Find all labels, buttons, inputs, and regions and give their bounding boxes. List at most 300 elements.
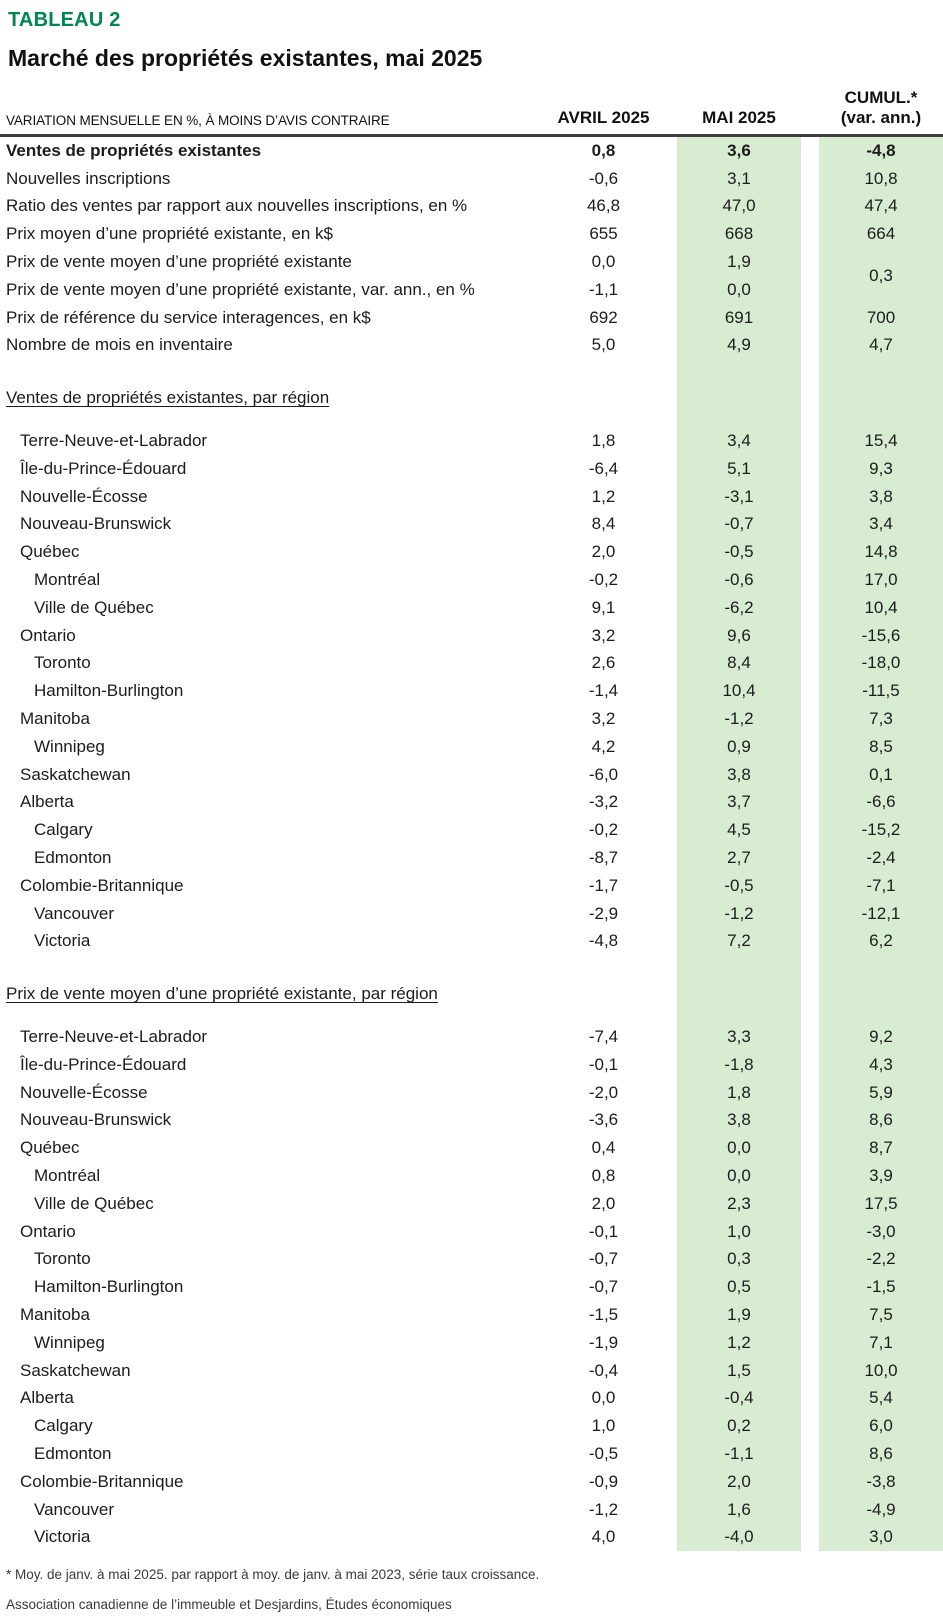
spacer-gap-cell — [801, 359, 819, 384]
section-gap-cell — [801, 384, 819, 412]
table-row — [0, 1134, 943, 1162]
column-gap-cell — [801, 1468, 819, 1496]
avril-value-cell: -0,4 — [588, 1360, 619, 1380]
column-gap-cell — [801, 248, 819, 276]
column-gap-cell — [801, 332, 819, 360]
column-gap-cell — [801, 427, 819, 455]
spacer-avril-cell — [530, 1008, 677, 1023]
cumul-value-cell: 3,4 — [819, 511, 943, 539]
row-label-cell: Prix de référence du service interagences, en k$ — [6, 307, 371, 327]
avril-value-cell: 0,8 — [591, 1165, 616, 1185]
mai-value-cell: 2,7 — [677, 844, 801, 872]
spacer-cumul-cell — [819, 1008, 943, 1023]
mai-value-cell: -1,2 — [677, 705, 801, 733]
column-gap-cell — [801, 1273, 819, 1301]
column-gap-cell — [801, 900, 819, 928]
column-gap-cell — [801, 733, 819, 761]
row-label-cell: Montréal — [34, 570, 101, 590]
mai-value-cell: 4,5 — [677, 816, 801, 844]
row-label-cell: Ontario — [20, 1221, 76, 1241]
avril-value-cell: 3,2 — [591, 625, 616, 645]
avril-value-cell: 9,1 — [591, 597, 616, 617]
mai-value-cell: 3,4 — [677, 427, 801, 455]
mai-value-cell: 1,8 — [677, 1079, 801, 1107]
table-row — [0, 455, 943, 483]
cumul-value-cell: 6,0 — [819, 1412, 943, 1440]
column-gap-cell — [801, 276, 819, 304]
cumul-value-cell: -3,8 — [819, 1468, 943, 1496]
avril-value-cell: -1,2 — [588, 1499, 619, 1519]
cumul-value-cell: -15,6 — [819, 622, 943, 650]
mai-value-cell: 1,6 — [677, 1496, 801, 1524]
table-row — [0, 165, 943, 193]
cumul-value-cell: 10,8 — [819, 165, 943, 193]
spacer-mai-cell — [677, 359, 801, 384]
table-row — [0, 427, 943, 455]
cumul-value-cell: 3,0 — [819, 1523, 943, 1551]
mai-value-cell: 1,0 — [677, 1218, 801, 1246]
footnote-asterisk: * Moy. de janv. à mai 2025. par rapport à moy. de janv. à mai 2023, série taux croissance. — [6, 1567, 540, 1583]
cumul-value-cell: -7,1 — [819, 872, 943, 900]
row-label-cell: Île-du-Prince-Édouard — [20, 1054, 187, 1074]
spacer-row — [0, 1008, 943, 1023]
table-row — [0, 1523, 943, 1551]
table-row — [0, 650, 943, 678]
mai-value-cell: 3,8 — [677, 1107, 801, 1135]
mai-value-cell: 7,2 — [677, 928, 801, 956]
table-row — [0, 1023, 943, 1051]
cumul-value-cell: 6,2 — [819, 928, 943, 956]
table-row — [0, 304, 943, 332]
avril-value-cell: -6,4 — [588, 458, 619, 478]
table-row — [0, 872, 943, 900]
avril-value-cell: -2,9 — [588, 903, 619, 923]
column-gap-cell — [801, 677, 819, 705]
avril-value-cell: -1,7 — [588, 875, 619, 895]
row-label-cell: Victoria — [34, 931, 91, 951]
avril-value-cell: 5,0 — [591, 335, 616, 355]
section-cumul-cell — [819, 980, 943, 1008]
table-row — [0, 1412, 943, 1440]
mai-value-cell: 0,0 — [677, 276, 801, 304]
table-row — [0, 193, 943, 221]
row-label-cell: Québec — [20, 542, 80, 562]
cumul-value-cell: -3,0 — [819, 1218, 943, 1246]
table-row — [0, 1273, 943, 1301]
column-gap-cell — [801, 1384, 819, 1412]
column-gap-cell — [801, 1134, 819, 1162]
row-label-cell: Ville de Québec — [34, 1193, 154, 1213]
cumul-value-cell: 700 — [819, 304, 943, 332]
mai-value-cell: 10,4 — [677, 677, 801, 705]
row-label-cell: Edmonton — [34, 1443, 112, 1463]
table-row — [0, 566, 943, 594]
cumul-value-cell: 8,6 — [819, 1440, 943, 1468]
mai-value-cell: 4,9 — [677, 332, 801, 360]
spacer-mai-cell — [677, 955, 801, 980]
spacer-gap-cell — [801, 955, 819, 980]
cumul-value-cell: 9,3 — [819, 455, 943, 483]
avril-value-cell: 2,0 — [591, 1193, 616, 1213]
column-header-cumul — [819, 72, 943, 136]
mai-value-cell: -0,7 — [677, 511, 801, 539]
column-gap-cell — [801, 1218, 819, 1246]
table-row — [0, 332, 943, 360]
column-gap-cell — [801, 1051, 819, 1079]
table-row — [0, 1107, 943, 1135]
cumul-value-cell: 4,3 — [819, 1051, 943, 1079]
row-label-cell: Prix moyen d’une propriété existante, en k$ — [6, 224, 333, 244]
section-cumul-cell — [819, 384, 943, 412]
avril-value-cell: -0,5 — [588, 1443, 619, 1463]
cumul-value-cell: 5,9 — [819, 1079, 943, 1107]
row-label-cell: Edmonton — [34, 848, 112, 868]
table-body — [0, 136, 943, 1552]
cumul-value-cell: 7,1 — [819, 1329, 943, 1357]
cumul-value-cell: -1,5 — [819, 1273, 943, 1301]
column-header-cumul-line2: (var. ann.) — [840, 108, 922, 127]
cumul-value-cell: 4,7 — [819, 332, 943, 360]
spacer-row — [0, 955, 943, 980]
cumul-value-cell: 8,5 — [819, 733, 943, 761]
row-label-cell: Saskatchewan — [20, 1360, 131, 1380]
avril-value-cell: 2,0 — [591, 542, 616, 562]
avril-value-cell: -1,4 — [588, 681, 619, 701]
row-label-cell: Toronto — [34, 1249, 91, 1269]
row-label-cell: Alberta — [20, 1388, 74, 1408]
cumul-value-cell: 7,5 — [819, 1301, 943, 1329]
row-label-cell: Saskatchewan — [20, 764, 131, 784]
market-table — [0, 72, 943, 1551]
table-row — [0, 677, 943, 705]
mai-value-cell: 0,9 — [677, 733, 801, 761]
row-label-cell: Nouvelle-Écosse — [20, 486, 148, 506]
avril-value-cell: -0,1 — [588, 1221, 619, 1241]
avril-value-cell: 46,8 — [586, 196, 621, 216]
mai-value-cell: 0,0 — [677, 1134, 801, 1162]
column-gap-cell — [801, 928, 819, 956]
column-gap-cell — [801, 1245, 819, 1273]
avril-value-cell: 4,0 — [591, 1527, 616, 1547]
cumul-value-cell: -11,5 — [819, 677, 943, 705]
column-gap-cell — [801, 220, 819, 248]
table-row — [0, 1496, 943, 1524]
row-label-cell: Manitoba — [20, 1304, 90, 1324]
column-gap-cell — [801, 1301, 819, 1329]
mai-value-cell: -0,4 — [677, 1384, 801, 1412]
header-row — [0, 72, 943, 136]
cumul-value-cell: 8,7 — [819, 1134, 943, 1162]
avril-value-cell: 1,0 — [591, 1416, 616, 1436]
cumul-value-cell: -18,0 — [819, 650, 943, 678]
spacer-mai-cell — [677, 412, 801, 427]
row-label-cell: Terre-Neuve-et-Labrador — [20, 431, 208, 451]
avril-value-cell: -0,6 — [588, 168, 619, 188]
column-gap-header — [801, 72, 819, 136]
row-label-cell: Alberta — [20, 792, 74, 812]
cumul-value-cell: -2,2 — [819, 1245, 943, 1273]
mai-value-cell: 2,0 — [677, 1468, 801, 1496]
mai-value-cell: 3,6 — [677, 136, 801, 165]
table-row — [0, 136, 943, 165]
mai-value-cell: 668 — [677, 220, 801, 248]
table-row — [0, 816, 943, 844]
avril-value-cell: 1,2 — [591, 486, 616, 506]
table-row — [0, 900, 943, 928]
mai-value-cell: -0,5 — [677, 872, 801, 900]
column-gap-cell — [801, 1023, 819, 1051]
mai-value-cell: 0,5 — [677, 1273, 801, 1301]
column-gap-cell — [801, 1496, 819, 1524]
mai-value-cell: 1,5 — [677, 1357, 801, 1385]
table-row — [0, 705, 943, 733]
mai-value-cell: -6,2 — [677, 594, 801, 622]
table-header — [0, 72, 943, 136]
row-label-cell: Nouveau-Brunswick — [20, 1110, 172, 1130]
table-row — [0, 1218, 943, 1246]
avril-value-cell: -1,1 — [588, 279, 619, 299]
column-gap-cell — [801, 705, 819, 733]
section-gap-cell — [801, 980, 819, 1008]
table-row — [0, 761, 943, 789]
cumul-value-cell: 47,4 — [819, 193, 943, 221]
cumul-value-cell: 664 — [819, 220, 943, 248]
mai-value-cell: -4,0 — [677, 1523, 801, 1551]
row-label-cell: Manitoba — [20, 709, 90, 729]
spacer-row — [0, 412, 943, 427]
avril-value-cell: -6,0 — [588, 764, 619, 784]
table-row — [0, 622, 943, 650]
section-header-row — [0, 384, 943, 412]
avril-value-cell: -2,0 — [588, 1082, 619, 1102]
cumul-value-cell: -2,4 — [819, 844, 943, 872]
avril-value-cell: -0,7 — [588, 1249, 619, 1269]
mai-value-cell: 3,7 — [677, 789, 801, 817]
table-row — [0, 220, 943, 248]
avril-value-cell: -1,9 — [588, 1332, 619, 1352]
spacer-label-cell — [0, 955, 530, 980]
row-label-cell: Winnipeg — [34, 736, 105, 756]
column-gap-cell — [801, 1079, 819, 1107]
section-mai-cell — [677, 980, 801, 1008]
spacer-cumul-cell — [819, 955, 943, 980]
mai-value-cell: 0,2 — [677, 1412, 801, 1440]
cumul-value-cell: 17,5 — [819, 1190, 943, 1218]
cumul-value-cell: 10,0 — [819, 1357, 943, 1385]
table-row — [0, 1051, 943, 1079]
column-header-variation: VARIATION MENSUELLE EN %, À MOINS D’AVIS CONTRAIRE — [0, 72, 530, 136]
row-label-cell: Vancouver — [34, 1499, 115, 1519]
mai-value-cell: -0,5 — [677, 538, 801, 566]
mai-value-cell: -0,6 — [677, 566, 801, 594]
column-gap-cell — [801, 304, 819, 332]
table-row — [0, 1301, 943, 1329]
row-label-cell: Montréal — [34, 1165, 101, 1185]
spacer-label-cell — [0, 359, 530, 384]
row-label-cell: Calgary — [34, 820, 93, 840]
column-gap-cell — [801, 136, 819, 165]
page-title: Marché des propriétés existantes, mai 2025 — [8, 45, 483, 71]
cumul-value-cell: 15,4 — [819, 427, 943, 455]
source-line: Association canadienne de l’immeuble et Desjardins, Études économiques — [6, 1597, 452, 1613]
avril-value-cell: 2,6 — [591, 653, 616, 673]
column-gap-cell — [801, 193, 819, 221]
spacer-mai-cell — [677, 1008, 801, 1023]
column-header-avril-2025: AVRIL 2025 — [530, 72, 677, 136]
avril-value-cell: 3,2 — [591, 709, 616, 729]
table-row — [0, 1329, 943, 1357]
column-gap-cell — [801, 455, 819, 483]
cumul-value-cell: -12,1 — [819, 900, 943, 928]
row-label-cell: Nombre de mois en inventaire — [6, 335, 233, 355]
avril-value-cell: 0,0 — [591, 1388, 616, 1408]
row-label-cell: Prix de vente moyen d’une propriété existante, var. ann., en % — [6, 279, 475, 299]
table-row — [0, 276, 943, 304]
avril-value-cell: 0,4 — [591, 1138, 616, 1158]
table-row — [0, 1162, 943, 1190]
spacer-label-cell — [0, 412, 530, 427]
table-row — [0, 928, 943, 956]
mai-value-cell: 0,3 — [677, 1245, 801, 1273]
spacer-label-cell — [0, 1008, 530, 1023]
row-label-cell: Colombie-Britannique — [20, 1471, 184, 1491]
avril-value-cell: 692 — [589, 307, 618, 327]
column-gap-cell — [801, 789, 819, 817]
column-gap-cell — [801, 594, 819, 622]
table-row — [0, 1440, 943, 1468]
cumul-value-cell: -4,9 — [819, 1496, 943, 1524]
mai-value-cell: 2,3 — [677, 1190, 801, 1218]
cumul-value-cell: 5,4 — [819, 1384, 943, 1412]
cumul-value-cell: 14,8 — [819, 538, 943, 566]
cumul-value-cell: 3,8 — [819, 483, 943, 511]
avril-value-cell: -3,6 — [588, 1110, 619, 1130]
table-row — [0, 511, 943, 539]
section-header-label: Prix de vente moyen d’une propriété existante, par région — [6, 984, 438, 1004]
avril-value-cell: 0,8 — [591, 140, 616, 160]
table-row — [0, 733, 943, 761]
table-row — [0, 1384, 943, 1412]
mai-value-cell: 8,4 — [677, 650, 801, 678]
table-row — [0, 1468, 943, 1496]
cumul-value-cell: -4,8 — [819, 136, 943, 165]
column-gap-cell — [801, 1523, 819, 1551]
row-label-cell: Colombie-Britannique — [20, 875, 184, 895]
table-row — [0, 483, 943, 511]
column-gap-cell — [801, 1440, 819, 1468]
section-avril-cell — [530, 980, 677, 1008]
mai-value-cell: 1,2 — [677, 1329, 801, 1357]
column-gap-cell — [801, 816, 819, 844]
row-label-cell: Ventes de propriétés existantes — [6, 140, 262, 160]
table-row — [0, 1245, 943, 1273]
column-gap-cell — [801, 483, 819, 511]
cumul-value-cell: -15,2 — [819, 816, 943, 844]
row-label-cell: Ontario — [20, 625, 76, 645]
table-row — [0, 1190, 943, 1218]
mai-value-cell: -1,8 — [677, 1051, 801, 1079]
avril-value-cell: 0,0 — [591, 252, 616, 272]
mai-value-cell: 3,3 — [677, 1023, 801, 1051]
cumul-value-cell: 9,2 — [819, 1023, 943, 1051]
table-row — [0, 538, 943, 566]
spacer-cumul-cell — [819, 359, 943, 384]
column-gap-cell — [801, 165, 819, 193]
column-gap-cell — [801, 1162, 819, 1190]
spacer-avril-cell — [530, 412, 677, 427]
column-gap-cell — [801, 650, 819, 678]
avril-value-cell: -8,7 — [588, 848, 619, 868]
column-gap-cell — [801, 1412, 819, 1440]
avril-value-cell: -3,2 — [588, 792, 619, 812]
row-label-cell: Calgary — [34, 1416, 93, 1436]
column-header-mai-2025: MAI 2025 — [677, 72, 801, 136]
avril-value-cell: 4,2 — [591, 736, 616, 756]
table-row — [0, 594, 943, 622]
column-gap-cell — [801, 1190, 819, 1218]
avril-value-cell: 655 — [589, 224, 618, 244]
cumul-value-cell: 7,3 — [819, 705, 943, 733]
mai-value-cell: 691 — [677, 304, 801, 332]
avril-value-cell: 1,8 — [591, 431, 616, 451]
section-header-row — [0, 980, 943, 1008]
column-gap-cell — [801, 872, 819, 900]
section-avril-cell — [530, 384, 677, 412]
row-label-cell: Québec — [20, 1138, 80, 1158]
section-mai-cell — [677, 384, 801, 412]
column-gap-cell — [801, 538, 819, 566]
avril-value-cell: -0,7 — [588, 1277, 619, 1297]
row-label-cell: Île-du-Prince-Édouard — [20, 458, 187, 478]
mai-value-cell: 1,9 — [677, 1301, 801, 1329]
column-gap-cell — [801, 1329, 819, 1357]
row-label-cell: Nouvelles inscriptions — [6, 168, 171, 188]
avril-value-cell: -7,4 — [588, 1027, 619, 1046]
cumul-value-cell: 8,6 — [819, 1107, 943, 1135]
avril-value-cell: -0,9 — [588, 1471, 619, 1491]
table-kicker: TABLEAU 2 — [8, 9, 121, 31]
mai-value-cell: -1,2 — [677, 900, 801, 928]
row-label-cell: Hamilton-Burlington — [34, 1277, 184, 1297]
row-label-cell: Toronto — [34, 653, 91, 673]
mai-value-cell: 47,0 — [677, 193, 801, 221]
avril-value-cell: -0,2 — [588, 570, 619, 590]
mai-value-cell: 3,8 — [677, 761, 801, 789]
spacer-avril-cell — [530, 955, 677, 980]
cumul-value-cell: 10,4 — [819, 594, 943, 622]
row-label-cell: Vancouver — [34, 903, 115, 923]
avril-value-cell: -0,2 — [588, 820, 619, 840]
column-gap-cell — [801, 1107, 819, 1135]
row-label-cell: Nouveau-Brunswick — [20, 514, 172, 534]
spacer-cumul-cell — [819, 412, 943, 427]
row-label-cell: Terre-Neuve-et-Labrador — [20, 1027, 208, 1046]
cumul-value-cell: 3,9 — [819, 1162, 943, 1190]
table-row — [0, 789, 943, 817]
spacer-row — [0, 359, 943, 384]
cumul-value-cell: -6,6 — [819, 789, 943, 817]
mai-value-cell: 3,1 — [677, 165, 801, 193]
table-row — [0, 1079, 943, 1107]
table-row — [0, 1357, 943, 1385]
table-row — [0, 248, 943, 276]
row-label-cell: Hamilton-Burlington — [34, 681, 184, 701]
mai-value-cell: 5,1 — [677, 455, 801, 483]
row-label-cell: Victoria — [34, 1527, 91, 1547]
mai-value-cell: -3,1 — [677, 483, 801, 511]
section-header-label: Ventes de propriétés existantes, par région — [6, 388, 330, 408]
spacer-avril-cell — [530, 359, 677, 384]
